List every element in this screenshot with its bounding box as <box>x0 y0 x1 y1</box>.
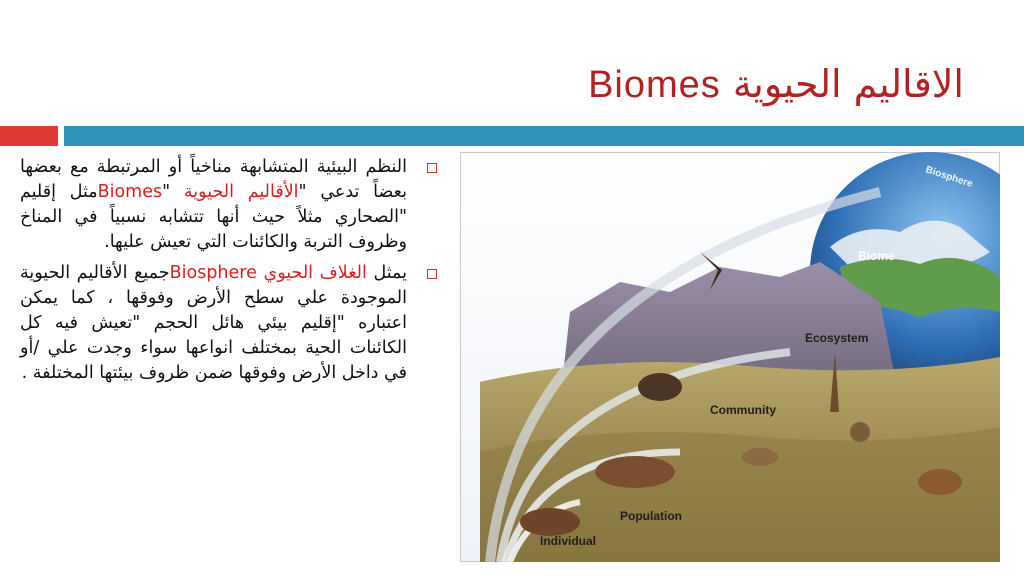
para2-highlight-biosphere-latin: Biosphere <box>169 263 257 283</box>
label-population: Population <box>620 509 682 523</box>
title-arabic: الاقاليم الحيوية <box>732 62 964 106</box>
para2-highlight-biosphere-arabic: الغلاف الحيوي <box>263 263 367 283</box>
slide-body <box>20 155 435 392</box>
paragraph-biomes <box>20 155 435 255</box>
slide-title <box>588 62 964 107</box>
para2-text-c: جميع الأقاليم الحيوية الموجودة علي سطح الأرض وفوقها ، كما يمكن اعتباره "إقليم بيئي هائل الحجم "تعيش فيه كل الكائنات الحية بمختلف انواعها سواء وجدت علي /أو في داخل الأرض وفوقها ضمن ظروف بيئتها المختلفة . <box>20 263 407 383</box>
wolf-icon <box>742 448 778 466</box>
para1-text-b: " <box>162 182 184 202</box>
para2-text-b <box>257 263 264 283</box>
label-community: Community <box>710 403 776 417</box>
title-accent-bar-teal <box>64 126 1024 146</box>
label-biosphere: Biosphere <box>924 164 974 190</box>
para1-highlight-biomes-arabic: الأقاليم الحيوية <box>183 182 299 202</box>
elk-individual-icon <box>520 508 580 536</box>
square-bullet-icon <box>427 269 437 279</box>
para2-text-a: يمثل <box>366 263 407 283</box>
label-ecosystem: Ecosystem <box>805 331 869 345</box>
label-individual: Individual <box>540 534 597 548</box>
label-biome: Biome <box>858 249 895 263</box>
bear-icon <box>918 469 962 495</box>
moose-icon <box>638 373 682 401</box>
para1-highlight-biomes-latin: Biomes <box>97 182 163 202</box>
title-latin: Biomes <box>588 64 721 106</box>
para1-text-c: مثل إقليم "الصحاري مثلاً حيث أنها تتشابه نسبياً في المناخ وظروف التربة والكائنات التي تعيش عليها. <box>20 182 407 252</box>
elk-herd-icon <box>595 456 675 488</box>
ecology-levels-illustration <box>460 152 1000 562</box>
owl-icon <box>850 422 870 442</box>
para1-text-a: النظم البيئية المتشابهة مناخياً أو المرتبطة مع بعضها بعضاً تدعي " <box>20 157 407 202</box>
title-accent-bar-red <box>0 126 58 146</box>
square-bullet-icon <box>427 163 437 173</box>
paragraph-biosphere <box>20 261 435 386</box>
